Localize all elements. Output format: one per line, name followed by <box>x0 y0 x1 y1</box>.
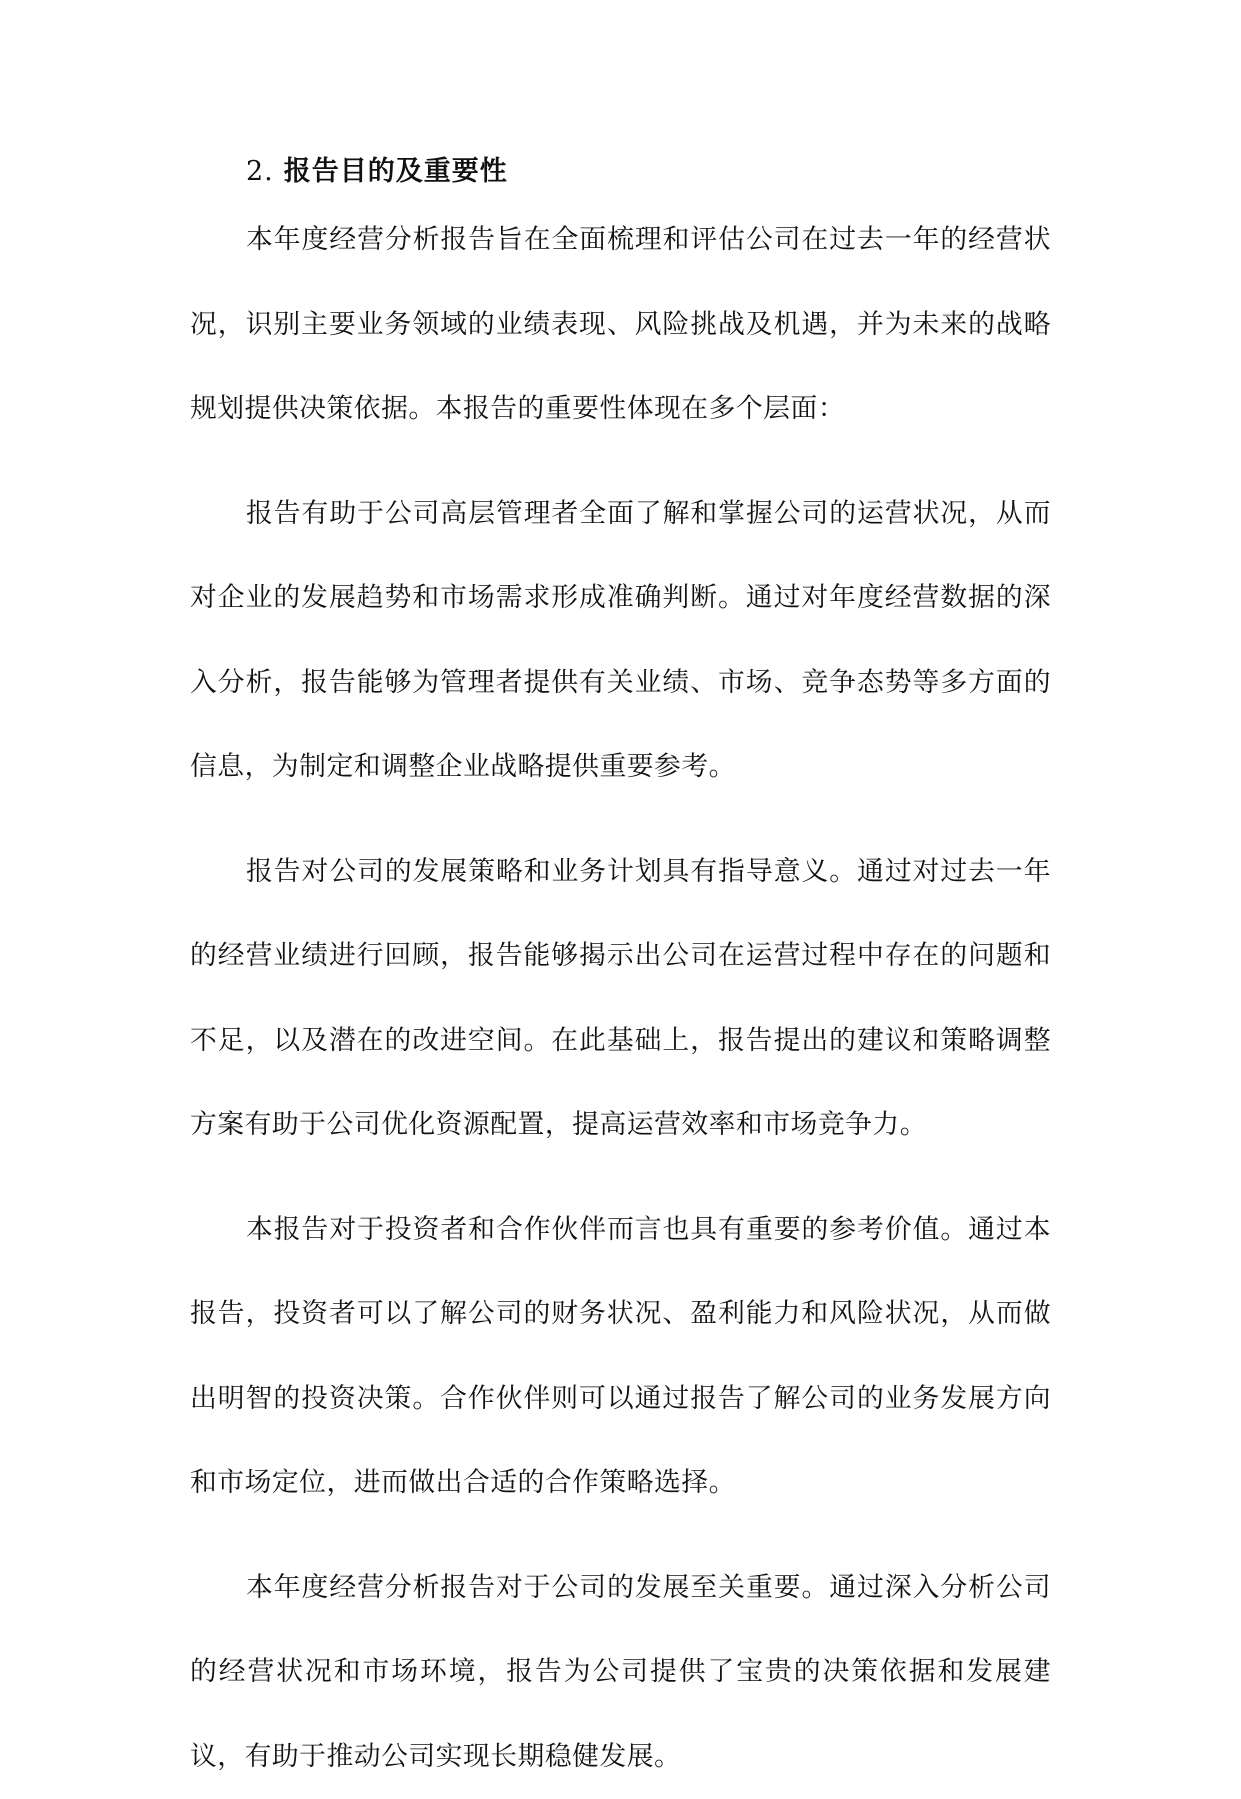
section-title: 报告目的及重要性 <box>284 156 508 187</box>
paragraph-investors: 本报告对于投资者和合作伙伴而言也具有重要的参考价值。通过本报告，投资者可以了解公司的财务状况、盈利能力和风险状况，从而做出明智的投资决策。合作伙伴则可以通过报告了解公司的业务发展方向和市场定位，进而做出合适的合作策略选择。 <box>190 1188 1051 1526</box>
paragraph-purpose: 本年度经营分析报告旨在全面梳理和评估公司在过去一年的经营状况，识别主要业务领域的业绩表现、风险挑战及机遇，并为未来的战略规划提供决策依据。本报告的重要性体现在多个层面： <box>190 198 1051 452</box>
section-heading <box>246 146 1051 198</box>
paragraph-strategy: 报告对公司的发展策略和业务计划具有指导意义。通过对过去一年的经营业绩进行回顾，报告能够揭示出公司在运营过程中存在的问题和不足，以及潜在的改进空间。在此基础上，报告提出的建议和策略调整方案有助于公司优化资源配置，提高运营效率和市场竞争力。 <box>190 830 1051 1168</box>
paragraph-management: 报告有助于公司高层管理者全面了解和掌握公司的运营状况，从而对企业的发展趋势和市场需求形成准确判断。通过对年度经营数据的深入分析，报告能够为管理者提供有关业绩、市场、竞争态势等多方面的信息，为制定和调整企业战略提供重要参考。 <box>190 472 1051 810</box>
paragraph-conclusion: 本年度经营分析报告对于公司的发展至关重要。通过深入分析公司的经营状况和市场环境，报告为公司提供了宝贵的决策依据和发展建议，有助于推动公司实现长期稳健发展。 <box>190 1546 1051 1799</box>
section-number: 2. <box>246 156 274 187</box>
body-text <box>190 198 1051 1799</box>
